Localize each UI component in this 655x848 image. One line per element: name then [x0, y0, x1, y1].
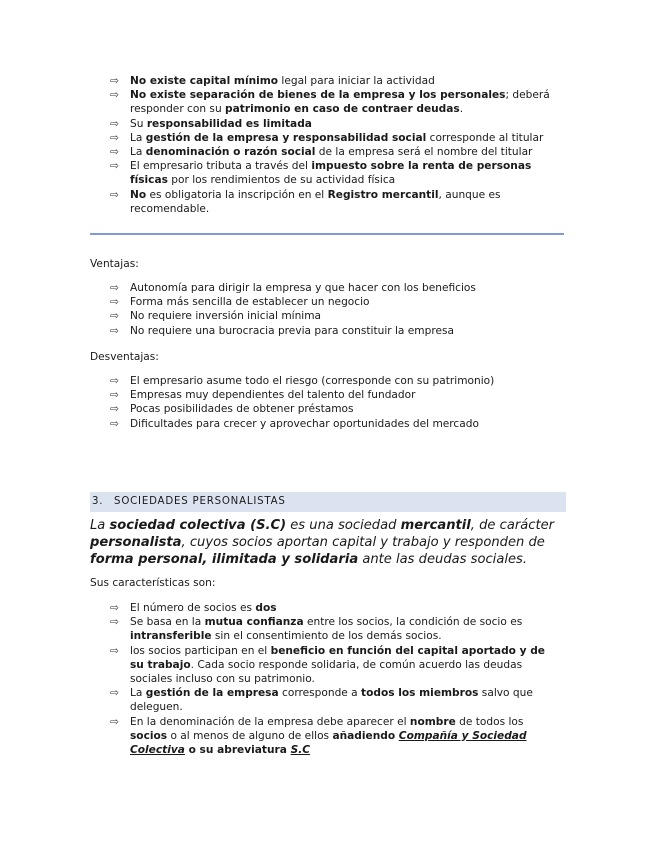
text-run: La: [130, 131, 146, 144]
text-run: En la denominación de la empresa debe aparecer el: [130, 715, 410, 728]
text-run: ante las deudas sociales.: [358, 552, 528, 568]
list-item: [110, 145, 562, 159]
list-item: ⇨ Pocas posibilidades de obtener préstamos: [110, 402, 562, 416]
text-run: entre los socios, la condición de socio es: [303, 616, 523, 629]
text-run: todos los miembros: [361, 687, 479, 700]
text-run: corresponde a: [278, 687, 362, 700]
text-run: o su abreviatura: [184, 744, 291, 757]
text-run: No existe separación de bienes de la empresa y los personales: [130, 89, 506, 102]
text-run: Compañía y Sociedad Colectiva: [130, 729, 527, 757]
list-item: [110, 117, 562, 131]
text-run: es una sociedad: [286, 518, 401, 533]
list-item: ⇨ Autonomía para dirigir la empresa y que hacer con los beneficios: [110, 281, 562, 295]
text-run: legal para iniciar la actividad: [278, 75, 435, 87]
text-run: , aunque es recomendable.: [130, 188, 501, 215]
text-run: gestión de la empresa y responsabilidad social: [145, 131, 427, 144]
text-run: es obligatoria la inscripción en el: [146, 188, 328, 201]
text-run: los socios participan en el: [130, 644, 271, 657]
text-run: mercantil: [400, 518, 471, 533]
caracteristicas-heading: Sus características son:: [90, 577, 216, 589]
text-run: Su: [130, 117, 147, 130]
text-run: de todos los: [455, 715, 524, 728]
text-run: No existe capital mínimo: [130, 75, 279, 87]
text-run: ; deberá responder con su: [130, 89, 550, 116]
section-heading: [90, 492, 566, 512]
text-run: corresponde al titular: [426, 131, 544, 144]
text-run: beneficio en función del capital aportado y de su trabajo: [130, 644, 545, 671]
text-run: añadiendo: [332, 729, 399, 742]
section-divider: [90, 233, 564, 235]
text-run: , cuyos socios aportan capital y trabajo y responden de: [181, 535, 545, 551]
list-item: [110, 188, 562, 216]
text-run: socios: [130, 729, 168, 742]
text-run: La: [130, 146, 146, 159]
text-run: patrimonio en caso de contraer deudas: [225, 103, 460, 116]
text-run: , de carácter: [470, 518, 555, 533]
text-run: dos: [255, 602, 277, 614]
text-run: impuesto sobre la renta de personas físicas: [130, 160, 532, 187]
text-run: S.C: [290, 744, 311, 757]
list-item: ⇨ No requiere una burocracia previa para constituir la empresa: [110, 324, 562, 338]
text-run: por los rendimientos de su actividad física: [167, 174, 396, 187]
text-run: La: [90, 518, 110, 533]
text-run: denominación o razón social: [145, 146, 316, 159]
text-run: intransferible: [130, 630, 212, 643]
list-item: [110, 131, 562, 145]
list-item: [110, 74, 562, 88]
text-run: sin el consentimiento de los demás socios.: [211, 630, 442, 643]
text-run: El número de socios es: [130, 602, 256, 614]
list-item: [110, 88, 562, 116]
text-run: de la empresa será el nombre del titular: [315, 146, 533, 159]
text-run: . Cada socio responde solidaria, de común acuerdo las deudas sociales incluso con su patrimonio.: [130, 658, 523, 686]
text-run: forma personal, ilimitada y solidaria: [90, 552, 359, 568]
sociedad-colectiva-list: [110, 601, 562, 757]
list-item: ⇨ El empresario asume todo el riesgo (corresponde con su patrimonio): [110, 374, 562, 388]
list-item: [110, 601, 562, 615]
text-run: Registro mercantil: [327, 188, 439, 201]
ventajas-list: [110, 281, 562, 338]
text-run: .: [459, 103, 464, 116]
list-item: ⇨ Forma más sencilla de establecer un negocio: [110, 295, 562, 309]
desventajas-heading: Desventajas:: [90, 351, 159, 363]
characteristics-list: [110, 74, 562, 216]
text-run: nombre: [409, 715, 456, 728]
list-item: [110, 686, 562, 714]
ventajas-heading: Ventajas:: [90, 258, 139, 270]
text-run: o al menos de alguno de ellos: [167, 729, 333, 742]
list-item: ⇨ No requiere inversión inicial mínima: [110, 309, 562, 323]
list-item: ⇨ Empresas muy dependientes del talento del fundador: [110, 388, 562, 402]
intro-paragraph: [90, 517, 560, 569]
list-item: [110, 159, 562, 187]
text-run: El empresario tributa a través del: [130, 160, 312, 173]
desventajas-list: [110, 374, 562, 431]
text-run: Se basa en la: [130, 616, 205, 629]
list-item: [110, 715, 562, 758]
list-item: [110, 644, 562, 687]
text-run: La: [130, 687, 146, 700]
section-number: 3.: [92, 496, 104, 507]
text-run: responsabilidad es limitada: [146, 117, 312, 130]
section-title: SOCIEDADES PERSONALISTAS: [114, 496, 286, 507]
list-item: [110, 615, 562, 643]
text-run: salvo que deleguen.: [130, 687, 533, 714]
text-run: gestión de la empresa: [145, 687, 279, 700]
text-run: personalista: [90, 535, 182, 551]
text-run: sociedad colectiva (S.C): [109, 518, 287, 533]
text-run: mutua confianza: [204, 616, 304, 629]
list-item: ⇨ Dificultades para crecer y aprovechar oportunidades del mercado: [110, 417, 562, 431]
text-run: No: [130, 188, 147, 201]
